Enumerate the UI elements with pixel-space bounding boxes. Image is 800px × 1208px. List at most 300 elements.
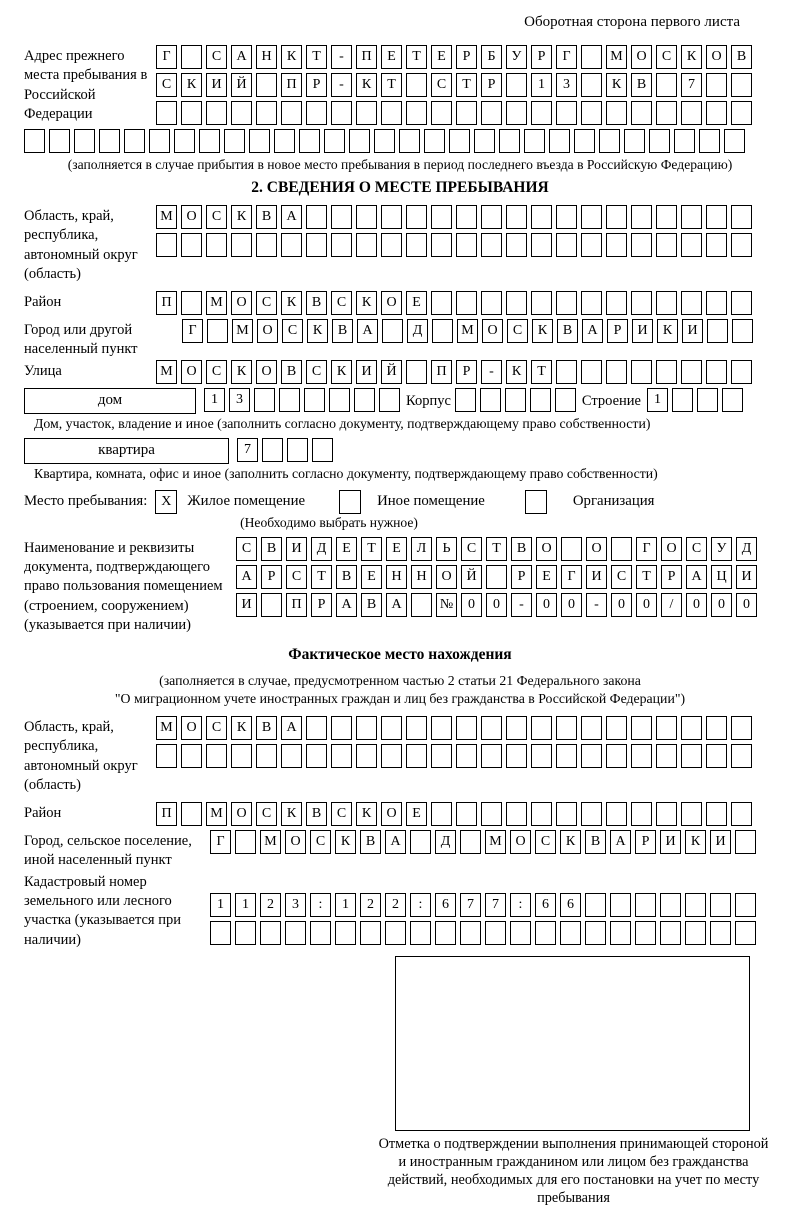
char-cell: Р: [456, 45, 477, 69]
gorod-block: [24, 319, 776, 360]
char-cell-row: [156, 291, 752, 315]
char-cell: 7: [237, 438, 258, 462]
kvartira-note: Квартира, комната, офис и иное (заполнить согласно документу, подтверждающему право собственности): [34, 465, 658, 481]
char-cell: [331, 233, 352, 257]
char-cell: [281, 233, 302, 257]
char-cell: [256, 101, 277, 125]
char-cell: [631, 716, 652, 740]
char-cell: [699, 129, 720, 153]
raion-label: Район: [24, 293, 62, 310]
char-cell: С: [306, 360, 327, 384]
char-cell: Е: [431, 45, 452, 69]
char-cell: 2: [385, 893, 406, 917]
char-cell: [435, 921, 456, 945]
char-cell: Д: [407, 319, 428, 343]
char-cell: 1: [204, 388, 225, 412]
char-cell: О: [231, 802, 252, 826]
char-cell: И: [682, 319, 703, 343]
char-cell: /: [661, 593, 682, 617]
char-cell: 7: [485, 893, 506, 917]
char-cell: [256, 744, 277, 768]
kadastr-label: Кадастровый номер земельного или лесного участка (указывается при наличии): [24, 873, 181, 948]
char-cell: [431, 716, 452, 740]
char-cell: А: [582, 319, 603, 343]
char-cell: К: [231, 205, 252, 229]
char-cell: Р: [661, 565, 682, 589]
char-cell: В: [585, 830, 606, 854]
char-cell: Т: [311, 565, 332, 589]
char-cell: К: [281, 45, 302, 69]
char-cell: Е: [386, 537, 407, 561]
kadastr-block: [24, 871, 776, 951]
kvartira-box-label: квартира: [24, 438, 229, 464]
option-inoe-label: Иное помещение: [377, 493, 485, 510]
char-cell: [706, 744, 727, 768]
char-cell: [581, 101, 602, 125]
char-cell: [731, 744, 752, 768]
char-cell: 7: [681, 73, 702, 97]
oblast-rows: [156, 205, 752, 261]
char-cell: Т: [636, 565, 657, 589]
char-cell: Р: [481, 73, 502, 97]
char-cell: [610, 893, 631, 917]
char-cell: [281, 744, 302, 768]
char-cell: Т: [381, 73, 402, 97]
char-cell: А: [281, 205, 302, 229]
char-cell: 1: [647, 388, 668, 412]
char-cell: [731, 360, 752, 384]
char-cell: [561, 537, 582, 561]
oblast-block: [24, 205, 776, 285]
char-cell: В: [256, 716, 277, 740]
char-cell: [432, 319, 453, 343]
char-cell: В: [336, 565, 357, 589]
char-cell: [456, 101, 477, 125]
char-cell: К: [532, 319, 553, 343]
char-cell-row: [455, 388, 576, 412]
char-cell: [606, 205, 627, 229]
char-cell: [585, 893, 606, 917]
char-cell: В: [306, 291, 327, 315]
char-cell: [206, 101, 227, 125]
char-cell: [581, 205, 602, 229]
char-cell: Й: [231, 73, 252, 97]
char-cell: [524, 129, 545, 153]
char-cell: [324, 129, 345, 153]
char-cell: Т: [361, 537, 382, 561]
char-cell: [331, 205, 352, 229]
korpus-label: Корпус: [406, 392, 451, 409]
char-cell: Р: [306, 73, 327, 97]
char-cell: [681, 716, 702, 740]
char-cell: [460, 921, 481, 945]
char-cell: [199, 129, 220, 153]
char-cell: [506, 744, 527, 768]
char-cell: А: [336, 593, 357, 617]
gorod2-block: [24, 830, 776, 871]
char-cell: О: [231, 291, 252, 315]
char-cell: [531, 716, 552, 740]
char-cell: [606, 291, 627, 315]
char-cell: [660, 921, 681, 945]
char-cell: [299, 129, 320, 153]
char-cell: [431, 233, 452, 257]
char-cell: [254, 388, 275, 412]
char-cell: [312, 438, 333, 462]
char-cell: [456, 716, 477, 740]
char-cell: [656, 73, 677, 97]
char-cell: [382, 319, 403, 343]
char-cell: [731, 101, 752, 125]
char-cell: [631, 205, 652, 229]
char-cell: [485, 921, 506, 945]
char-cell: О: [436, 565, 457, 589]
char-cell: [611, 537, 632, 561]
char-cell: [181, 291, 202, 315]
char-cell: [231, 101, 252, 125]
char-cell-row: [236, 593, 757, 617]
char-cell: В: [360, 830, 381, 854]
char-cell: [556, 802, 577, 826]
char-cell: К: [331, 360, 352, 384]
char-cell: [731, 802, 752, 826]
char-cell: К: [356, 291, 377, 315]
char-cell: 7: [460, 893, 481, 917]
char-cell: П: [156, 802, 177, 826]
char-cell: [381, 233, 402, 257]
char-cell: [411, 593, 432, 617]
mesto-row: [24, 490, 776, 514]
char-cell: [706, 802, 727, 826]
char-cell: [156, 744, 177, 768]
gorod2-label: Город, сельское поселение, иной населенный пункт: [24, 832, 192, 869]
char-cell: Т: [306, 45, 327, 69]
char-cell: [260, 921, 281, 945]
char-cell: А: [236, 565, 257, 589]
char-cell: А: [281, 716, 302, 740]
char-cell-row: [236, 537, 757, 561]
document-label: Наименование и реквизиты документа, подтверждающего право пользования помещением (строением, сооружением) (указывается при наличии): [24, 539, 223, 634]
char-cell: [360, 921, 381, 945]
char-cell: [331, 101, 352, 125]
char-cell: [531, 233, 552, 257]
char-cell: [356, 233, 377, 257]
char-cell: [381, 205, 402, 229]
char-cell: Ь: [436, 537, 457, 561]
char-cell: Н: [256, 45, 277, 69]
char-cell: К: [335, 830, 356, 854]
char-cell: [149, 129, 170, 153]
char-cell: [660, 893, 681, 917]
char-cell: И: [710, 830, 731, 854]
char-cell: [697, 388, 718, 412]
char-cell: [181, 744, 202, 768]
raion2-label: Район: [24, 804, 62, 821]
char-cell: [329, 388, 350, 412]
char-cell: [406, 73, 427, 97]
char-cell: О: [285, 830, 306, 854]
char-cell: У: [506, 45, 527, 69]
char-cell: [560, 921, 581, 945]
char-cell-row: [237, 438, 333, 462]
char-cell: В: [256, 205, 277, 229]
char-cell: [535, 921, 556, 945]
char-cell: К: [606, 73, 627, 97]
char-cell: [274, 129, 295, 153]
char-cell: 2: [260, 893, 281, 917]
char-cell: О: [181, 205, 202, 229]
actual-location-note1: (заполняется в случае, предусмотренном частью 2 статьи 21 Федерального закона: [159, 672, 641, 688]
char-cell: К: [231, 716, 252, 740]
char-cell: К: [681, 45, 702, 69]
char-cell-row: [156, 360, 752, 384]
char-cell: И: [356, 360, 377, 384]
char-cell: [431, 744, 452, 768]
char-cell-row: [156, 101, 752, 125]
char-cell: Г: [156, 45, 177, 69]
char-cell: Е: [381, 45, 402, 69]
char-cell: [456, 205, 477, 229]
char-cell: [531, 744, 552, 768]
char-cell: К: [181, 73, 202, 97]
char-cell: О: [381, 291, 402, 315]
char-cell: [349, 129, 370, 153]
char-cell: [505, 388, 526, 412]
char-cell: А: [385, 830, 406, 854]
char-cell: [456, 233, 477, 257]
char-cell: -: [331, 45, 352, 69]
char-cell: [685, 921, 706, 945]
dom-row: [24, 388, 776, 414]
char-cell: О: [510, 830, 531, 854]
char-cell: [556, 101, 577, 125]
char-cell: [49, 129, 70, 153]
char-cell: [399, 129, 420, 153]
char-cell: [731, 291, 752, 315]
char-cell: С: [156, 73, 177, 97]
char-cell: [306, 716, 327, 740]
char-cell: [356, 716, 377, 740]
checkbox-inoe: [339, 490, 361, 514]
char-cell: Р: [607, 319, 628, 343]
mesto-label: Место пребывания:: [24, 493, 148, 510]
char-cell: [406, 360, 427, 384]
char-cell: [381, 716, 402, 740]
char-cell-row: [204, 388, 400, 412]
mesto-note: (Необходимо выбрать нужное): [240, 514, 418, 530]
char-cell: [606, 360, 627, 384]
char-cell: 3: [556, 73, 577, 97]
stamp-caption: Отметка о подтверждении выполнения принимающей стороной и иностранным гражданином или лицом без гражданства действий, необходимых для его постановки на учет по месту пребывания: [378, 1136, 769, 1206]
stamp-box: [395, 956, 750, 1131]
char-cell: [356, 205, 377, 229]
char-cell: [722, 388, 743, 412]
char-cell: [531, 101, 552, 125]
char-cell: [531, 205, 552, 229]
char-cell: [261, 593, 282, 617]
char-cell: М: [156, 716, 177, 740]
char-cell: К: [356, 73, 377, 97]
char-cell: С: [256, 802, 277, 826]
char-cell: [449, 129, 470, 153]
char-cell: [456, 802, 477, 826]
char-cell: [649, 129, 670, 153]
actual-location-title: Фактическое место нахождения: [288, 645, 512, 663]
char-cell: Т: [456, 73, 477, 97]
char-cell: [206, 233, 227, 257]
char-cell: :: [310, 893, 331, 917]
char-cell: С: [331, 802, 352, 826]
char-cell: 0: [486, 593, 507, 617]
char-cell: П: [156, 291, 177, 315]
char-cell: [431, 205, 452, 229]
char-cell: [731, 716, 752, 740]
char-cell: [381, 744, 402, 768]
char-cell: [581, 73, 602, 97]
char-cell: [656, 360, 677, 384]
char-cell: С: [461, 537, 482, 561]
char-cell: П: [356, 45, 377, 69]
char-cell: Т: [406, 45, 427, 69]
char-cell: М: [260, 830, 281, 854]
char-cell: И: [236, 593, 257, 617]
oblast2-block: [24, 716, 776, 796]
char-cell: [335, 921, 356, 945]
char-cell: С: [656, 45, 677, 69]
raion2-block: [24, 802, 776, 830]
char-cell-row: [156, 716, 752, 740]
char-cell: М: [156, 360, 177, 384]
char-cell: Г: [182, 319, 203, 343]
char-cell: [606, 233, 627, 257]
char-cell: [706, 291, 727, 315]
char-cell: [555, 388, 576, 412]
char-cell: [581, 802, 602, 826]
prev-address-rows: [156, 45, 752, 129]
char-cell: [731, 233, 752, 257]
char-cell: О: [706, 45, 727, 69]
char-cell: [656, 101, 677, 125]
char-cell: [235, 921, 256, 945]
char-cell: [631, 291, 652, 315]
char-cell: К: [685, 830, 706, 854]
char-cell: М: [156, 205, 177, 229]
char-cell: А: [357, 319, 378, 343]
char-cell: Е: [336, 537, 357, 561]
oblast-label: Область, край, республика, автономный округ (область): [24, 208, 138, 283]
char-cell: 1: [335, 893, 356, 917]
char-cell: [181, 101, 202, 125]
char-cell: [410, 830, 431, 854]
char-cell: И: [206, 73, 227, 97]
char-cell: [235, 830, 256, 854]
char-cell: [585, 921, 606, 945]
char-cell: [706, 73, 727, 97]
char-cell: К: [281, 802, 302, 826]
char-cell: [556, 233, 577, 257]
char-cell: Й: [381, 360, 402, 384]
char-cell-row: [236, 565, 757, 589]
char-cell-row: [210, 893, 756, 917]
char-cell: [181, 233, 202, 257]
char-cell: [531, 802, 552, 826]
char-cell-row: [156, 73, 752, 97]
char-cell: 6: [535, 893, 556, 917]
char-cell: [599, 129, 620, 153]
char-cell: [481, 233, 502, 257]
char-cell: [499, 129, 520, 153]
char-cell: [181, 45, 202, 69]
char-cell: [174, 129, 195, 153]
char-cell: Д: [736, 537, 757, 561]
char-cell: [406, 233, 427, 257]
raion-block: [24, 291, 776, 319]
char-cell: 3: [229, 388, 250, 412]
back-side-note: Оборотная сторона первого листа: [524, 14, 740, 30]
char-cell: [381, 101, 402, 125]
char-cell: С: [535, 830, 556, 854]
char-cell: В: [557, 319, 578, 343]
char-cell: [481, 802, 502, 826]
char-cell: [681, 291, 702, 315]
char-cell: Р: [261, 565, 282, 589]
char-cell: О: [381, 802, 402, 826]
char-cell: С: [286, 565, 307, 589]
char-cell: [506, 73, 527, 97]
char-cell: О: [631, 45, 652, 69]
char-cell: [385, 921, 406, 945]
char-cell: [510, 921, 531, 945]
char-cell: [656, 233, 677, 257]
char-cell: Е: [406, 802, 427, 826]
char-cell: [656, 205, 677, 229]
char-cell: [635, 893, 656, 917]
char-cell: 1: [531, 73, 552, 97]
char-cell: А: [610, 830, 631, 854]
char-cell: [710, 921, 731, 945]
prev-address-note: (заполняется в случае прибытия в новое место пребывания в период последнего въезда в Российскую Федерацию): [67, 157, 733, 172]
char-cell: С: [206, 45, 227, 69]
char-cell: Ц: [711, 565, 732, 589]
char-cell: -: [586, 593, 607, 617]
char-cell: [556, 205, 577, 229]
char-cell: [706, 101, 727, 125]
char-cell: [460, 830, 481, 854]
stroenie-label: Строение: [581, 392, 641, 409]
char-cell: [635, 921, 656, 945]
char-cell: И: [660, 830, 681, 854]
prev-address-label: Адрес прежнего места пребывания в Российской Федерации: [24, 48, 148, 123]
char-cell: В: [261, 537, 282, 561]
char-cell: [506, 101, 527, 125]
char-cell: [530, 388, 551, 412]
char-cell: Р: [311, 593, 332, 617]
kadastr-rows: [210, 871, 756, 949]
char-cell: [74, 129, 95, 153]
char-cell: -: [331, 73, 352, 97]
char-cell: [181, 802, 202, 826]
char-cell: [581, 360, 602, 384]
char-cell: Р: [531, 45, 552, 69]
char-cell: В: [361, 593, 382, 617]
char-cell: [306, 233, 327, 257]
char-cell: [506, 716, 527, 740]
char-cell: [455, 388, 476, 412]
char-cell: В: [731, 45, 752, 69]
char-cell: [624, 129, 645, 153]
char-cell: [581, 744, 602, 768]
dom-box-label: дом: [24, 388, 196, 414]
